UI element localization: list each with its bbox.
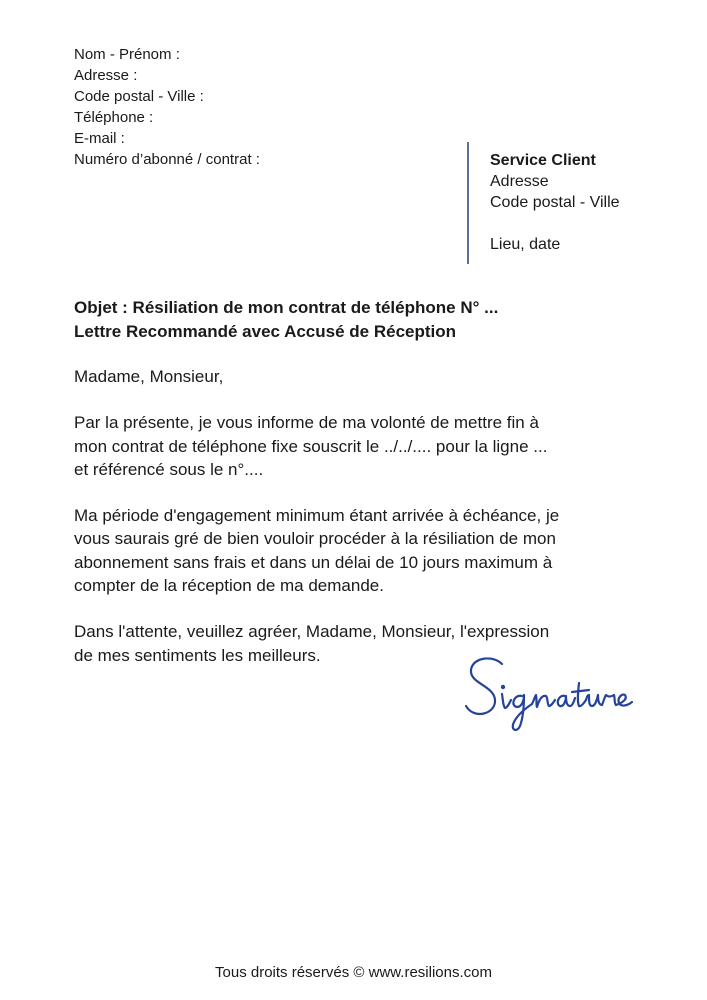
footer-copyright: Tous droits réservés © www.resilions.com: [215, 964, 492, 981]
sender-block: [74, 44, 260, 170]
recipient-spacer: [490, 213, 620, 234]
paragraph2-line4: compter de la réception de ma demande.: [74, 576, 384, 596]
recipient-divider: [467, 142, 469, 264]
paragraph-gap: [74, 597, 674, 620]
paragraph2-line1: Ma période d'engagement minimum étant arrivée à échéance, je: [74, 506, 560, 526]
sender-email-field: E-mail :: [74, 130, 125, 147]
sender-postal-city-field: Code postal - Ville :: [74, 88, 204, 105]
paragraph1-line3: et référencé sous le n°....: [74, 459, 264, 479]
closing-line1: Dans l'attente, veuillez agréer, Madame, Monsieur, l'expression: [74, 622, 550, 642]
paragraph1-line1: Par la présente, je vous informe de ma volonté de mettre fin à: [74, 413, 539, 433]
recipient-name: Service Client: [490, 152, 596, 169]
paragraph1-line2: mon contrat de téléphone fixe souscrit le ../../.... pour la ligne ...: [74, 436, 548, 456]
paragraph-gap: [74, 388, 674, 411]
closing-line2: de mes sentiments les meilleurs.: [74, 645, 321, 665]
recipient-postal-city: Code postal - Ville: [490, 194, 620, 211]
recipient-address: Adresse: [490, 173, 549, 190]
subject-block: [74, 296, 498, 344]
letter-body: [74, 365, 674, 667]
recipient-block: [490, 150, 620, 255]
registered-mail-line: Lettre Recommandé avec Accusé de Réception: [74, 322, 457, 341]
place-date: Lieu, date: [490, 236, 561, 253]
signature-image: [462, 650, 637, 735]
sender-phone-field: Téléphone :: [74, 109, 154, 126]
paragraph2-line3: abonnement sans frais et dans un délai de 10 jours maximum à: [74, 552, 553, 572]
sender-address-field: Adresse :: [74, 67, 138, 84]
paragraph2-line2: vous saurais gré de bien vouloir procéder à la résiliation de mon: [74, 529, 556, 549]
paragraph-gap: [74, 481, 674, 504]
greeting: Madame, Monsieur,: [74, 367, 224, 386]
signature-strokes: [466, 658, 632, 729]
sender-contract-number-field: Numéro d’abonné / contrat :: [74, 151, 260, 168]
sender-name-field: Nom - Prénom :: [74, 46, 180, 63]
subject-line: Objet : Résiliation de mon contrat de téléphone N° ...: [74, 298, 499, 317]
